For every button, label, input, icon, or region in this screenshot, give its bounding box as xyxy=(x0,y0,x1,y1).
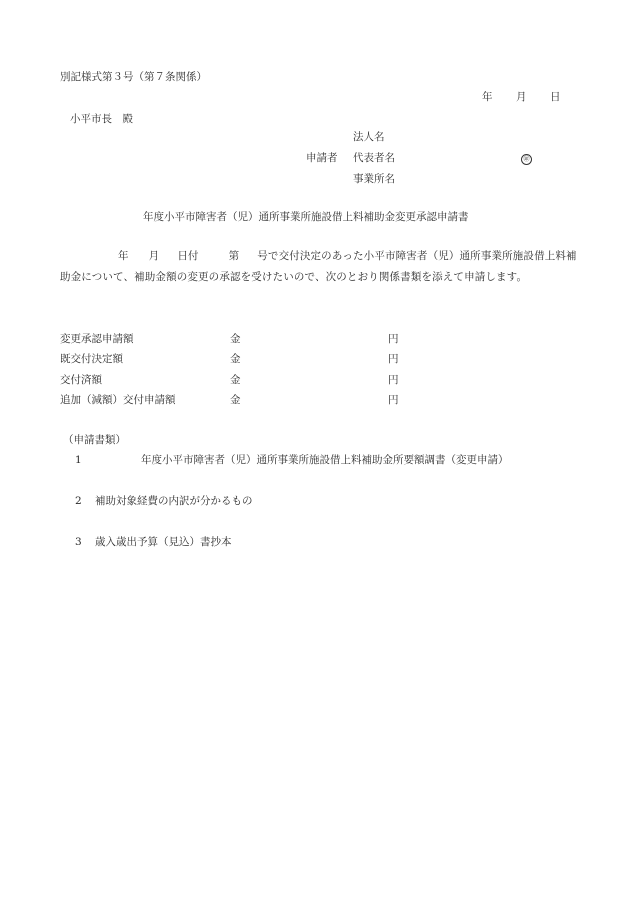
seal-mark xyxy=(521,153,532,165)
representative-label: 代表者名 xyxy=(353,152,395,164)
document-number-3: 3 xyxy=(75,536,82,548)
amount-label-paid: 交付済額 xyxy=(60,374,102,386)
document-title: 年度小平市障害者（児）通所事業所施設借上料補助金変更承認申請書 xyxy=(143,211,469,223)
amount-prefix-additional: 金 xyxy=(230,394,241,406)
date-month-label: 月 xyxy=(516,91,527,103)
addressee: 小平市長 殿 xyxy=(70,113,133,125)
body-number-prefix: 第 xyxy=(228,250,240,262)
office-name-label: 事業所名 xyxy=(353,173,395,185)
amount-prefix-decided: 金 xyxy=(230,353,241,365)
amount-prefix-paid: 金 xyxy=(230,374,241,386)
documents-header: （申請書類） xyxy=(63,434,126,446)
amount-prefix-change: 金 xyxy=(230,333,241,345)
seal-icon: ㊞ xyxy=(521,154,532,165)
document-text-3: 歳入歳出予算（見込）書抄本 xyxy=(95,536,232,548)
applicant-label: 申請者 xyxy=(306,152,338,164)
amount-label-additional: 追加（減額）交付申請額 xyxy=(60,394,176,406)
amount-unit-decided: 円 xyxy=(388,353,399,365)
amount-unit-additional: 円 xyxy=(388,394,399,406)
corp-name-label: 法人名 xyxy=(353,131,385,143)
document-text-1: 年度小平市障害者（児）通所事業所施設借上料補助金所要額調書（変更申請） xyxy=(141,454,509,466)
body-paragraph xyxy=(60,246,580,288)
document-number-1: 1 xyxy=(75,454,82,466)
document-text-2: 補助対象経費の内訳が分かるもの xyxy=(95,495,253,507)
body-text: 号で交付決定のあった小平市障害者（児）通所事業所施設借上料補助金について、補助金額の変更の承認を受けたいので、次のとおり関係書類を添えて申請します。 xyxy=(60,250,577,283)
amount-label-decided: 既交付決定額 xyxy=(60,353,123,365)
amount-unit-paid: 円 xyxy=(388,374,399,386)
body-day-label: 日付 xyxy=(177,250,199,262)
amount-label-change: 変更承認申請額 xyxy=(60,333,134,345)
amount-unit-change: 円 xyxy=(388,333,399,345)
body-month-label: 月 xyxy=(148,250,160,262)
date-day-label: 日 xyxy=(550,91,561,103)
document-number-2: 2 xyxy=(75,495,82,507)
form-number: 別記様式第３号（第７条関係） xyxy=(60,71,207,83)
body-year-label: 年 xyxy=(118,250,129,262)
date-year-label: 年 xyxy=(482,91,493,103)
